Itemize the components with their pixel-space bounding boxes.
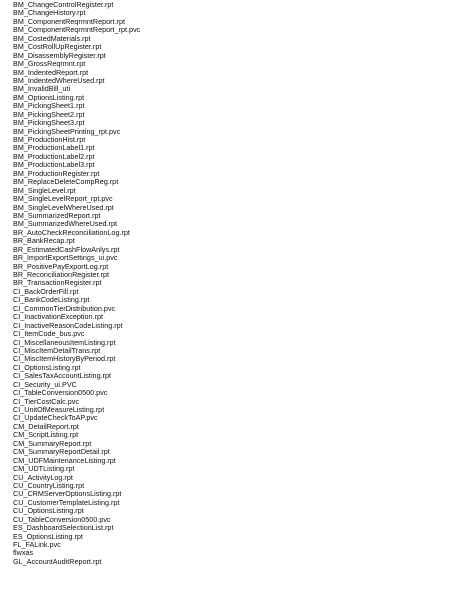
file-list-item: CU_CountryListing.rpt <box>13 480 85 490</box>
file-list-item: BR_ImportExportSettings_ui.pvc <box>13 253 118 263</box>
file-list-item: CI_CommonTierDistribution.pvc <box>13 303 116 313</box>
file-list-item: BM_InvalidBill_uti <box>13 84 71 94</box>
file-list <box>13 1 140 566</box>
file-list-item: CI_MiscellaneousItemListing.rpt <box>13 337 116 347</box>
file-list-item: GL_AccountAuditReport.rpt <box>13 556 102 566</box>
file-list-item: CI_OptionsListing.rpt <box>13 362 81 372</box>
file-list-item: CM_UDFMaintenanceListing.rpt <box>13 455 116 465</box>
file-list-item: BM_SingleLevelReport_rpt.pvc <box>13 194 113 204</box>
file-list-item: CM_UDTListing.rpt <box>13 464 75 474</box>
file-list-item: flwxas <box>13 548 34 558</box>
file-list-item: BM_ProductionLabel3.rpt <box>13 160 95 170</box>
file-list-item: BR_ReconciliationRegister.rpt <box>13 270 110 279</box>
file-list-item: BM_GrossReqrmnt.rpt <box>13 59 86 69</box>
file-list-item: BM_ComponentReqrmntReport.rpt <box>13 16 126 26</box>
file-list-item: CI_TableConversion0500.pvc <box>13 388 108 398</box>
file-list-item: CM_SummaryReport.rpt <box>13 438 92 448</box>
file-list-item: BR_BankRecap.rpt <box>13 236 75 246</box>
file-list-item: BM_PickingSheet2.rpt <box>13 109 85 119</box>
file-list-item: CI_Security_ui.PVC <box>13 379 77 389</box>
file-list-item: CI_MiscItemHistoryByPeriod.rpt <box>13 354 116 364</box>
file-list-item: BM_CostRollUpRegister.rpt <box>13 42 102 52</box>
file-list-item: CU_OptionsListing.rpt <box>13 506 84 516</box>
file-list-item: CU_CRMServerOptionsListing.rpt <box>13 489 122 499</box>
file-list-item: CU_CustomerTemplateListing.rpt <box>13 497 120 507</box>
file-list-item: BM_ProductionRegister.rpt <box>13 168 100 178</box>
file-list-item: BR_AutoCheckReconciliationLog.rpt <box>13 227 130 237</box>
file-list-item: BM_ChangeControlRegister.rpt <box>13 0 114 9</box>
file-list-item: ES_DashboardSelectionList.rpt <box>13 523 114 533</box>
file-list-item: BM_PickingSheet1.rpt <box>13 101 85 111</box>
file-list-item: BM_ProductionLabel2.rpt <box>13 151 95 161</box>
file-list-item: BR_EstimatedCashFlowAnlys.rpt <box>13 244 120 254</box>
file-list-item: CI_InactiveReasonCodeListing.rpt <box>13 320 123 330</box>
file-list-item: CI_UnitOfMeasureListing.rpt <box>13 405 105 414</box>
file-list-item: BM_ReplaceDeleteCompReg.rpt <box>13 177 119 187</box>
file-list-item: BM_PickingSheetPrinting_rpt.pvc <box>13 126 121 136</box>
file-list-item: CI_SalesTaxAccountListing.rpt <box>13 371 112 381</box>
file-list-item: CI_BankCodeListing.rpt <box>13 295 90 305</box>
file-list-item: BM_CostedMaterials.rpt <box>13 33 91 43</box>
file-list-item: BM_DisassemblyRegister.rpt <box>13 50 106 60</box>
file-list-item: FL_FALink.pvc <box>13 540 61 549</box>
file-list-item: BM_PickingSheet3.rpt <box>13 118 85 128</box>
file-list-item: CM_DetailReport.rpt <box>13 421 79 431</box>
file-list-item: BM_ProductionHist.rpt <box>13 135 86 144</box>
file-list-item: CM_SummaryReportDetail.rpt <box>13 447 110 457</box>
file-list-item: BM_SummarizedWhereUsed.rpt <box>13 219 117 229</box>
file-list-item: BR_TransactionRegister.rpt <box>13 278 102 288</box>
file-list-item: BM_ComponentReqrmntReport_rpt.pvc <box>13 25 141 35</box>
file-list-item: BM_SingleLevel.rpt <box>13 185 76 195</box>
file-list-item: CU_TableConversion0500.pvc <box>13 514 111 524</box>
file-list-item: BM_ProductionLabel1.rpt <box>13 143 95 153</box>
file-list-item: CM_ScriptListing.rpt <box>13 430 79 440</box>
file-list-item: CI_TierCostCalc.pvc <box>13 396 80 406</box>
file-list-item: CU_ActivityLog.rpt <box>13 472 73 482</box>
file-list-item: CI_MiscItemDetailTrans.rpt <box>13 345 101 355</box>
file-list-item: BM_ChangeHistory.rpt <box>13 8 86 18</box>
file-list-item: CI_ItemCode_bus.pvc <box>13 329 85 339</box>
file-list-item: CI_BackOrderFill.rpt <box>13 286 79 296</box>
file-list-item: CI_UpdateCheckToAP.pvc <box>13 413 98 423</box>
file-list-item: BM_IndentedWhereUsed.rpt <box>13 75 105 85</box>
file-list-item: BM_SingleLevelWhereUsed.rpt <box>13 202 114 212</box>
file-list-item: BM_IndentedReport.rpt <box>13 67 89 77</box>
file-list-item: BM_SummarizedReport.rpt <box>13 210 101 220</box>
file-list-item: CI_InactivationException.rpt <box>13 312 104 322</box>
file-list-item: BR_PositivePayExportLog.rpt <box>13 261 109 271</box>
file-list-item: BM_OptionsListing.rpt <box>13 92 85 102</box>
file-list-item: ES_OptionsListing.rpt <box>13 531 83 541</box>
